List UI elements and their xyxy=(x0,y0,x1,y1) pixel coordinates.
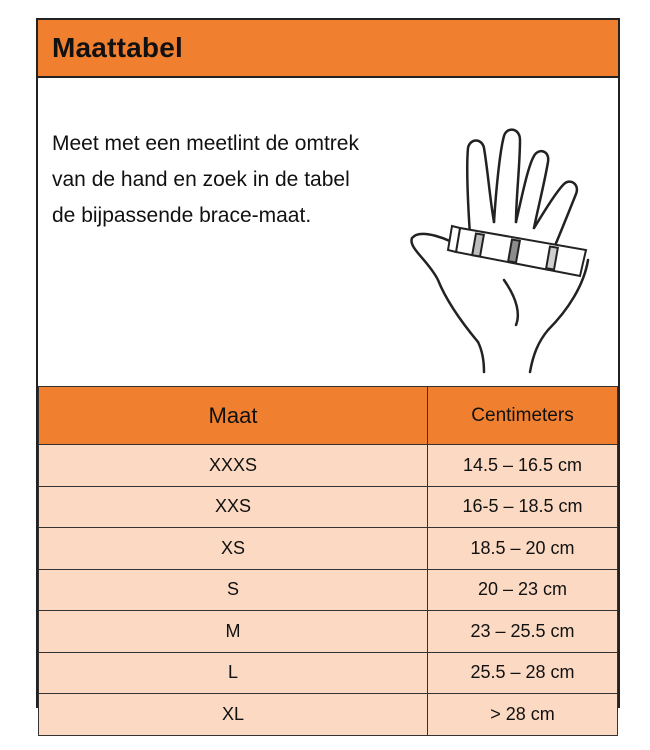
size-cell: XL xyxy=(39,694,428,736)
table-row xyxy=(39,445,618,487)
header-centimeters: Centimeters xyxy=(428,387,618,445)
range-cell: 18.5 – 20 cm xyxy=(428,528,618,570)
size-chart-panel xyxy=(36,18,620,724)
range-cell: 20 – 23 cm xyxy=(428,569,618,611)
hand-with-measuring-tape-icon xyxy=(408,110,608,380)
size-cell: M xyxy=(39,611,428,653)
range-cell: 25.5 – 28 cm xyxy=(428,652,618,694)
range-cell: 14.5 – 16.5 cm xyxy=(428,445,618,487)
table-row xyxy=(39,652,618,694)
title-bar xyxy=(38,20,618,78)
range-cell: > 28 cm xyxy=(428,694,618,736)
size-cell: XXXS xyxy=(39,445,428,487)
intro-text xyxy=(52,126,432,234)
table-row xyxy=(39,694,618,736)
table-row xyxy=(39,569,618,611)
intro-line: van de hand en zoek in de tabel xyxy=(52,168,350,191)
intro-line: Meet met een meetlint de omtrek xyxy=(52,132,359,155)
intro-line: de bijpassende brace-maat. xyxy=(52,204,312,227)
size-cell: XS xyxy=(39,528,428,570)
header-maat: Maat xyxy=(39,387,428,445)
size-cell: L xyxy=(39,652,428,694)
size-cell: S xyxy=(39,569,428,611)
size-table xyxy=(38,386,618,736)
page-title: Maattabel xyxy=(52,32,183,63)
table-row xyxy=(39,486,618,528)
range-cell: 16-5 – 18.5 cm xyxy=(428,486,618,528)
table-row xyxy=(39,528,618,570)
range-cell: 23 – 25.5 cm xyxy=(428,611,618,653)
table-row xyxy=(39,611,618,653)
table-header-row xyxy=(39,387,618,445)
size-cell: XXS xyxy=(39,486,428,528)
